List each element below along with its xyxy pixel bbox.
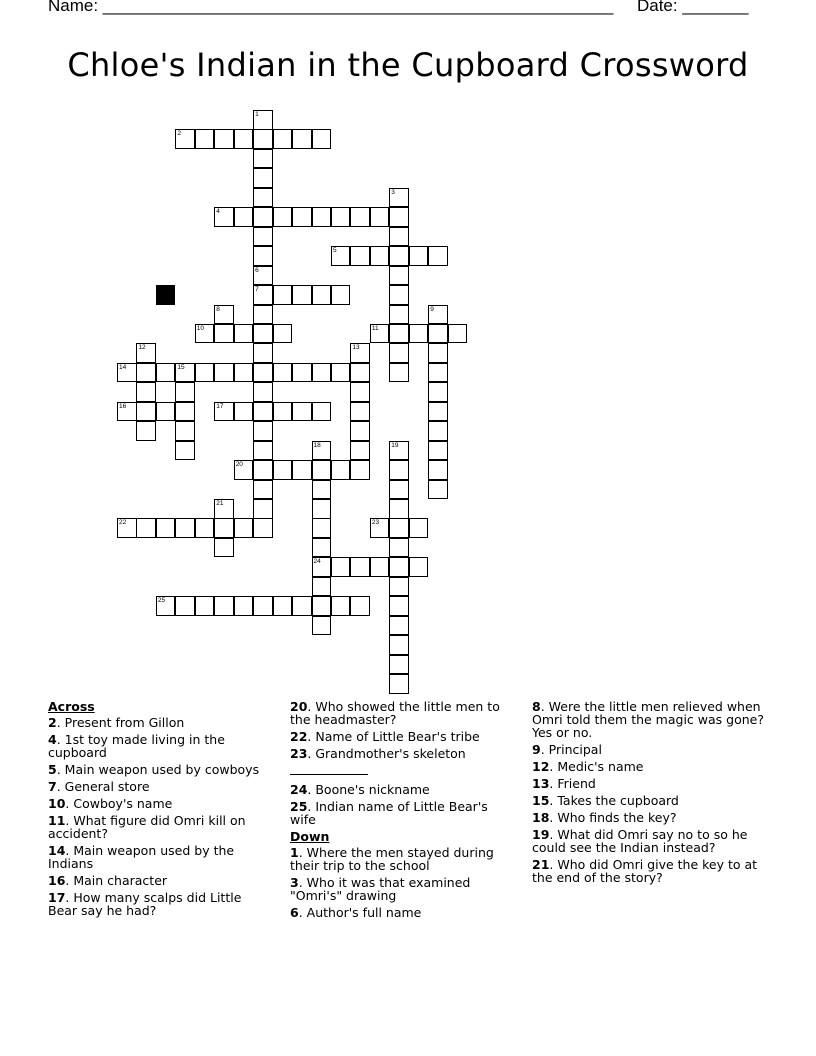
clue-text: Who it was that examined "Omri's" drawing	[290, 875, 471, 903]
clue-text: 1st toy made living in the cupboard	[48, 732, 225, 760]
grid-cell[interactable]	[428, 460, 448, 480]
grid-cell[interactable]	[350, 343, 370, 363]
clue-number: 20	[290, 699, 308, 714]
grid-cell[interactable]	[409, 518, 429, 538]
grid-cell[interactable]	[175, 518, 195, 538]
grid-cell[interactable]	[253, 266, 273, 286]
grid-cell[interactable]	[253, 382, 273, 402]
clue-number: 25	[290, 799, 308, 814]
grid-cell[interactable]	[117, 518, 137, 538]
grid-cell[interactable]	[214, 324, 234, 344]
grid-cell[interactable]	[312, 557, 332, 577]
clue-number-label: 19	[391, 441, 399, 449]
clue-number-label: 23	[371, 519, 380, 527]
grid-cell[interactable]	[331, 557, 351, 577]
clue-separator: .	[540, 699, 549, 714]
clue-item	[290, 700, 515, 726]
grid-cell[interactable]	[214, 499, 234, 519]
grid-cell[interactable]	[389, 460, 409, 480]
clue-number-label: 4	[216, 208, 220, 216]
clue-number-label: 21	[216, 500, 224, 507]
grid-cell[interactable]	[175, 129, 195, 149]
clue-item	[48, 763, 270, 776]
clues-column-1	[48, 700, 270, 921]
grid-cell[interactable]	[195, 518, 215, 538]
clue-number-label: 11	[371, 324, 379, 332]
grid-cell[interactable]	[136, 402, 156, 422]
grid-cell[interactable]	[253, 149, 273, 169]
clue-number-label: 20	[235, 461, 243, 469]
clue-item	[532, 828, 767, 854]
grid-cell[interactable]	[195, 324, 215, 344]
clue-item	[48, 716, 270, 729]
grid-cell[interactable]	[273, 324, 293, 344]
grid-cell[interactable]	[292, 363, 312, 383]
clue-number-label: 7	[255, 286, 259, 294]
clue-text: Were the little men relieved when Omri told them the magic was gone? Yes or no.	[532, 699, 764, 740]
grid-cell[interactable]	[292, 460, 312, 480]
clue-text: General store	[64, 779, 150, 794]
clue-number: 13	[532, 776, 550, 791]
grid-cell[interactable]	[389, 538, 409, 558]
grid-cell[interactable]	[175, 382, 195, 402]
grid-cell[interactable]	[253, 596, 273, 616]
clue-text: What figure did Omri kill on accident?	[48, 813, 246, 841]
clue-item	[290, 846, 515, 872]
grid-cell[interactable]	[195, 596, 215, 616]
grid-cell[interactable]	[370, 207, 390, 227]
grid-cell[interactable]	[389, 363, 409, 383]
grid-cell[interactable]	[312, 441, 332, 461]
grid-cell[interactable]	[428, 480, 448, 500]
grid-cell[interactable]	[389, 616, 409, 636]
clue-number-label: 2	[177, 130, 181, 138]
grid-cell[interactable]	[292, 207, 312, 227]
grid-cell[interactable]	[428, 363, 448, 383]
clue-separator: .	[56, 779, 65, 794]
grid-cell[interactable]	[409, 324, 429, 344]
grid-cell[interactable]	[253, 129, 273, 149]
grid-cell[interactable]	[389, 655, 409, 675]
grid-cell[interactable]	[253, 343, 273, 363]
grid-cell[interactable]	[156, 518, 176, 538]
grid-cell[interactable]	[253, 110, 273, 130]
grid-cell[interactable]	[253, 363, 273, 383]
clue-separator: .	[307, 746, 316, 761]
clue-number-label: 8	[216, 305, 220, 313]
clue-number: 14	[48, 843, 66, 858]
clue-separator: .	[298, 845, 307, 860]
grid-cell[interactable]	[273, 207, 293, 227]
grid-cell[interactable]	[156, 596, 176, 616]
grid-cell[interactable]	[312, 460, 332, 480]
clue-separator: .	[298, 905, 307, 920]
grid-cell[interactable]	[331, 363, 351, 383]
clue-number-label: 10	[196, 324, 205, 332]
clue-number-label: 16	[119, 402, 127, 410]
grid-cell[interactable]	[389, 343, 409, 363]
grid-cell[interactable]	[312, 129, 332, 149]
clue-item	[290, 730, 515, 743]
grid-cell[interactable]	[156, 363, 176, 383]
grid-cell[interactable]	[234, 518, 254, 538]
clue-number-label: 1	[255, 111, 259, 118]
grid-cell[interactable]	[389, 674, 409, 694]
grid-cell[interactable]	[234, 324, 254, 344]
grid-cell[interactable]	[428, 402, 448, 422]
grid-cell[interactable]	[273, 402, 293, 422]
clue-separator: .	[549, 810, 558, 825]
grid-cell[interactable]	[428, 421, 448, 441]
grid-cell[interactable]	[136, 343, 156, 363]
clue-separator: .	[549, 857, 558, 872]
grid-cell[interactable]	[214, 363, 234, 383]
clue-number: 16	[48, 873, 66, 888]
grid-cell[interactable]	[253, 305, 273, 325]
grid-cell[interactable]	[214, 305, 234, 325]
grid-cell[interactable]	[350, 596, 370, 616]
grid-cell[interactable]	[253, 168, 273, 188]
clue-number: 24	[290, 782, 308, 797]
grid-cell[interactable]	[409, 557, 429, 577]
grid-cell[interactable]	[312, 402, 332, 422]
clue-item	[290, 876, 515, 902]
clue-text: Medic's name	[557, 759, 644, 774]
grid-cell[interactable]	[389, 285, 409, 305]
clue-number-label: 3	[391, 188, 395, 196]
grid-cell[interactable]	[389, 207, 409, 227]
grid-cell[interactable]	[312, 207, 332, 227]
grid-cell[interactable]	[175, 402, 195, 422]
clue-separator: .	[549, 793, 558, 808]
grid-cell[interactable]	[234, 402, 254, 422]
grid-cell[interactable]	[350, 363, 370, 383]
clue-number-label: 24	[313, 558, 321, 566]
grid-cell[interactable]	[273, 363, 293, 383]
clue-item	[48, 874, 270, 887]
grid-cell[interactable]	[214, 538, 234, 558]
grid-cell[interactable]	[331, 207, 351, 227]
clue-item	[48, 891, 270, 917]
date-field-label[interactable]: Date: _______	[636, 0, 749, 15]
clue-number: 15	[532, 793, 550, 808]
clue-item	[290, 783, 515, 796]
grid-cell[interactable]	[273, 129, 293, 149]
grid-cell[interactable]	[428, 324, 448, 344]
grid-cell[interactable]	[234, 460, 254, 480]
grid-cell[interactable]	[389, 324, 409, 344]
clue-text: Author's full name	[306, 905, 422, 920]
clue-item	[290, 800, 515, 826]
grid-cell[interactable]	[175, 441, 195, 461]
grid-cell[interactable]	[292, 285, 312, 305]
clue-text: Friend	[557, 776, 596, 791]
clue-section-heading: Across	[48, 699, 95, 714]
blank-answer-line	[290, 764, 515, 783]
clue-item	[48, 814, 270, 840]
grid-cell[interactable]	[312, 480, 332, 500]
grid-cell[interactable]	[448, 324, 468, 344]
grid-cell[interactable]	[389, 596, 409, 616]
grid-cell[interactable]	[214, 402, 234, 422]
clue-number: 6	[290, 905, 299, 920]
grid-cell[interactable]	[331, 246, 351, 266]
grid-cell[interactable]	[428, 343, 448, 363]
grid-cell[interactable]	[428, 246, 448, 266]
clue-separator: .	[549, 776, 558, 791]
grid-cell[interactable]	[136, 518, 156, 538]
clue-text: Cowboy's name	[73, 796, 173, 811]
grid-cell[interactable]	[117, 402, 137, 422]
grid-cell[interactable]	[312, 596, 332, 616]
clue-number: 1	[290, 845, 299, 860]
clue-number: 17	[48, 890, 66, 905]
grid-cell[interactable]	[253, 499, 273, 519]
grid-cell[interactable]	[350, 246, 370, 266]
grid-cell[interactable]	[350, 421, 370, 441]
clue-item	[532, 794, 767, 807]
grid-cell[interactable]	[389, 441, 409, 461]
grid-cell[interactable]	[136, 363, 156, 383]
clue-separator: .	[298, 875, 307, 890]
clue-separator: .	[65, 796, 74, 811]
grid-cell[interactable]	[389, 557, 409, 577]
grid-cell[interactable]	[350, 460, 370, 480]
clue-number-label: 13	[352, 344, 360, 352]
grid-cell[interactable]	[350, 207, 370, 227]
clue-number-label: 14	[119, 363, 127, 371]
grid-cell[interactable]	[117, 363, 137, 383]
clue-number-label: 25	[157, 597, 166, 605]
clue-text: Principal	[548, 742, 602, 757]
clue-text: How many scalps did Little Bear say he had?	[48, 890, 242, 918]
grid-cell[interactable]	[253, 480, 273, 500]
clue-separator: .	[65, 813, 74, 828]
clue-number: 19	[532, 827, 550, 842]
clue-separator: .	[549, 759, 558, 774]
clues-column-3	[532, 700, 767, 888]
grid-cell[interactable]	[136, 382, 156, 402]
clue-number: 9	[532, 742, 541, 757]
grid-cell[interactable]	[195, 363, 215, 383]
grid-cell[interactable]	[214, 518, 234, 538]
clue-text: Main character	[73, 873, 168, 888]
grid-cell[interactable]	[331, 460, 351, 480]
clue-separator: .	[65, 843, 74, 858]
clue-item	[48, 797, 270, 810]
name-field-label[interactable]: Name: ______________________________________________________	[48, 0, 614, 15]
clue-separator: .	[540, 742, 549, 757]
clue-number: 11	[48, 813, 66, 828]
grid-cell[interactable]	[312, 616, 332, 636]
clue-number-label: 5	[332, 247, 337, 255]
grid-cell[interactable]	[331, 596, 351, 616]
clue-separator: .	[56, 715, 65, 730]
grid-cell[interactable]	[389, 305, 409, 325]
grid-cell[interactable]	[389, 577, 409, 597]
grid-cell[interactable]	[428, 441, 448, 461]
grid-cell[interactable]	[292, 129, 312, 149]
grid-cell[interactable]	[389, 246, 409, 266]
grid-cell[interactable]	[370, 557, 390, 577]
grid-cell[interactable]	[253, 207, 273, 227]
grid-cell[interactable]	[253, 460, 273, 480]
clue-separator: .	[56, 762, 65, 777]
clue-item	[532, 858, 767, 884]
grid-cell[interactable]	[350, 382, 370, 402]
clue-number: 12	[532, 759, 550, 774]
clue-text: Grandmother's skeleton	[315, 746, 466, 761]
clue-text: Main weapon used by cowboys	[64, 762, 260, 777]
blocked-cell	[156, 285, 176, 305]
clue-separator: .	[549, 827, 558, 842]
grid-cell[interactable]	[273, 460, 293, 480]
grid-cell[interactable]	[253, 441, 273, 461]
grid-cell[interactable]	[312, 538, 332, 558]
clue-section-heading: Down	[290, 829, 330, 844]
grid-cell[interactable]	[234, 363, 254, 383]
clue-number: 8	[532, 699, 541, 714]
clue-separator: .	[307, 799, 316, 814]
clues-column-2	[290, 700, 515, 923]
clue-item	[48, 844, 270, 870]
grid-cell[interactable]	[273, 596, 293, 616]
grid-cell[interactable]	[156, 402, 176, 422]
clue-number-label: 18	[313, 441, 321, 449]
grid-cell[interactable]	[389, 480, 409, 500]
clue-number-label: 9	[430, 305, 434, 313]
grid-cell[interactable]	[292, 596, 312, 616]
grid-cell[interactable]	[428, 305, 448, 325]
grid-cell[interactable]	[389, 227, 409, 247]
grid-cell[interactable]	[312, 285, 332, 305]
grid-cell[interactable]	[253, 324, 273, 344]
clue-item	[532, 760, 767, 773]
grid-cell[interactable]	[136, 421, 156, 441]
grid-cell[interactable]	[214, 129, 234, 149]
clue-number: 3	[290, 875, 299, 890]
clue-item	[48, 733, 270, 759]
clue-separator: .	[65, 890, 74, 905]
grid-cell[interactable]	[389, 266, 409, 286]
grid-cell[interactable]	[409, 246, 429, 266]
clue-separator: .	[307, 782, 316, 797]
clue-text: Boone's nickname	[315, 782, 430, 797]
grid-cell[interactable]	[389, 499, 409, 519]
grid-cell[interactable]	[389, 518, 409, 538]
clue-number: 10	[48, 796, 66, 811]
clue-number: 5	[48, 762, 57, 777]
clue-separator: .	[307, 729, 316, 744]
grid-cell[interactable]	[350, 557, 370, 577]
grid-cell[interactable]	[253, 285, 273, 305]
grid-cell[interactable]	[214, 596, 234, 616]
grid-cell[interactable]	[312, 577, 332, 597]
grid-cell[interactable]	[214, 207, 234, 227]
clue-item	[532, 777, 767, 790]
clue-number-label: 15	[177, 363, 185, 371]
grid-cell[interactable]	[175, 596, 195, 616]
clue-separator: .	[307, 699, 316, 714]
clue-text: Takes the cupboard	[557, 793, 679, 808]
clue-number: 4	[48, 732, 57, 747]
grid-cell[interactable]	[234, 596, 254, 616]
grid-cell[interactable]	[312, 499, 332, 519]
grid-cell[interactable]	[331, 285, 351, 305]
grid-cell[interactable]	[195, 129, 215, 149]
grid-cell[interactable]	[253, 188, 273, 208]
grid-cell[interactable]	[234, 129, 254, 149]
clue-text: Who did Omri give the key to at the end of the story?	[532, 857, 758, 885]
grid-cell[interactable]	[253, 421, 273, 441]
grid-cell[interactable]	[312, 363, 332, 383]
grid-cell[interactable]	[273, 285, 293, 305]
clue-separator: .	[65, 873, 74, 888]
clue-number: 22	[290, 729, 308, 744]
clue-text: Indian name of Little Bear's wife	[290, 799, 488, 827]
grid-cell[interactable]	[370, 246, 390, 266]
grid-cell[interactable]	[234, 207, 254, 227]
grid-cell[interactable]	[253, 246, 273, 266]
grid-cell[interactable]	[175, 363, 195, 383]
clue-number-label: 12	[138, 344, 146, 352]
grid-cell[interactable]	[253, 402, 273, 422]
clue-number-label: 17	[216, 402, 224, 410]
clue-number: 7	[48, 779, 57, 794]
clue-text: Present from Gillon	[64, 715, 185, 730]
clue-separator: .	[56, 732, 65, 747]
clue-item	[532, 700, 767, 739]
clue-number: 23	[290, 746, 308, 761]
grid-cell[interactable]	[253, 518, 273, 538]
clue-text: Who showed the little men to the headmaster?	[290, 699, 500, 727]
clue-number-label: 22	[119, 519, 127, 527]
clue-number: 18	[532, 810, 550, 825]
grid-cell[interactable]	[292, 402, 312, 422]
grid-cell[interactable]	[428, 382, 448, 402]
grid-cell[interactable]	[175, 421, 195, 441]
grid-cell[interactable]	[350, 441, 370, 461]
clue-text: Name of Little Bear's tribe	[315, 729, 480, 744]
clue-text: What did Omri say no to so he could see the Indian instead?	[532, 827, 748, 855]
grid-cell[interactable]	[370, 518, 390, 538]
clue-text: Where the men stayed during their trip to the school	[290, 845, 494, 873]
grid-cell[interactable]	[389, 188, 409, 208]
grid-cell[interactable]	[253, 227, 273, 247]
grid-cell[interactable]	[312, 518, 332, 538]
clue-number: 21	[532, 857, 550, 872]
clue-item	[532, 811, 767, 824]
grid-cell[interactable]	[389, 635, 409, 655]
clue-text: Who finds the key?	[557, 810, 677, 825]
puzzle-title: Chloe's Indian in the Cupboard Crossword	[67, 46, 749, 84]
clue-item	[290, 906, 515, 919]
clue-item	[290, 747, 515, 760]
clue-item	[48, 780, 270, 793]
clue-number-label: 6	[255, 266, 259, 274]
clue-number: 2	[48, 715, 57, 730]
clue-item	[532, 743, 767, 756]
grid-cell[interactable]	[350, 402, 370, 422]
grid-cell[interactable]	[370, 324, 390, 344]
clue-text: Main weapon used by the Indians	[48, 843, 235, 871]
